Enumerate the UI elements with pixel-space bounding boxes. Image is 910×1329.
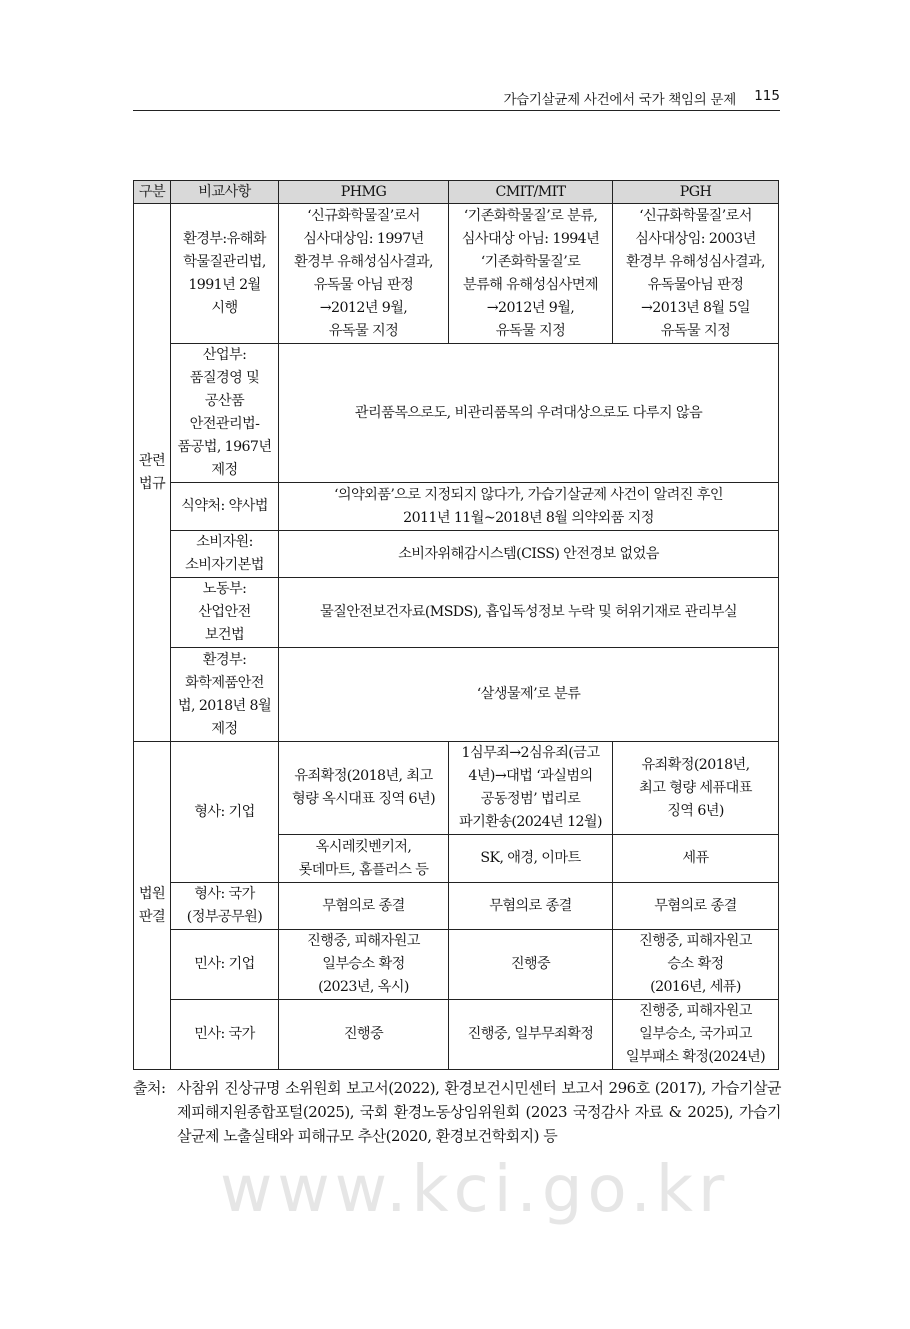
cell-merged: 소비자위해감시스템(CISS) 안전경보 없었음 (279, 531, 779, 578)
header-comparison: 비교사항 (171, 181, 279, 204)
cell-merged: ‘살생물제’로 분류 (279, 648, 779, 742)
cell-phmg: 무혐의로 종결 (279, 883, 449, 930)
source-text: 사참위 진상규명 소위원회 보고서(2022), 환경보건시민센터 보고서 296호 (2017), 가습기살균제피해지원종합포털(2025), 국회 환경노동상임위원회 (2023 국정감사 자료 & 2025), 가습기살균제 노출실태와 피해규모 추산(2020, 환경보건학회지) 등 (177, 1079, 781, 1145)
source-label: 출처: (133, 1079, 166, 1097)
table-row (134, 883, 779, 930)
table-row (134, 930, 779, 1000)
cell-cmit: 진행중 (449, 930, 613, 1000)
group-label-regulation: 관련 법규 (134, 204, 171, 742)
header-category: 구분 (134, 181, 171, 204)
cell-pgh: 무혐의로 종결 (613, 883, 779, 930)
table-row (134, 1000, 779, 1070)
cell-merged: ‘의약외품’으로 지정되지 않다가, 가습기살균제 사건이 알려진 후인 2011년 11월~2018년 8월 의약외품 지정 (279, 483, 779, 531)
cell-pgh: 진행중, 피해자원고 승소 확정 (2016년, 세퓨) (613, 930, 779, 1000)
row-item: 민사: 기업 (171, 930, 279, 1000)
row-item: 산업부: 품질경영 및 공산품 안전관리법- 품공법, 1967년 제정 (171, 344, 279, 483)
row-item: 식약처: 약사법 (171, 483, 279, 531)
cell-phmg: 유죄확정(2018년, 최고 형량 옥시대표 징역 6년) (279, 742, 449, 835)
cell-phmg: 옥시레킷벤키저, 롯데마트, 홈플러스 등 (279, 835, 449, 883)
table-row (134, 344, 779, 483)
cell-cmit: 1심무죄→2심유죄(금고 4년)→대법 ‘과실범의 공동정범’ 법리로 파기환송(2024년 12월) (449, 742, 613, 835)
running-title: 가습기살균제 사건에서 국가 책임의 문제 (503, 92, 736, 108)
row-item: 민사: 국가 (171, 1000, 279, 1070)
cell-cmit: SK, 애경, 이마트 (449, 835, 613, 883)
cell-pgh: 유죄확정(2018년, 최고 형량 세퓨대표 징역 6년) (613, 742, 779, 835)
cell-merged: 관리품목으로도, 비관리품목의 우려대상으로도 다루지 않음 (279, 344, 779, 483)
row-item: 환경부:유해화 학물질관리법, 1991년 2월 시행 (171, 204, 279, 344)
cell-phmg: ‘신규화학물질’로서 심사대상임: 1997년 환경부 유해성심사결과, 유독물 아님 판정 →2012년 9월, 유독물 지정 (279, 204, 449, 344)
table-row (134, 578, 779, 648)
row-item: 형사: 기업 (171, 742, 279, 883)
cell-pgh: ‘신규화학물질’로서 심사대상임: 2003년 환경부 유해성심사결과, 유독물아님 판정 →2013년 8월 5일 유독물 지정 (613, 204, 779, 344)
running-header (133, 84, 780, 111)
table-header-row (134, 181, 779, 204)
cell-cmit: 진행중, 일부무죄확정 (449, 1000, 613, 1070)
cell-phmg: 진행중 (279, 1000, 449, 1070)
table-row (134, 483, 779, 531)
row-item: 노동부: 산업안전 보건법 (171, 578, 279, 648)
cell-cmit: ‘기존화학물질’로 분류, 심사대상 아님: 1994년 ‘기존화학물질’로 분류해 유해성심사면제 →2012년 9월, 유독물 지정 (449, 204, 613, 344)
group-label-court: 법원 판결 (134, 742, 171, 1070)
table-row (134, 742, 779, 835)
table-row (134, 531, 779, 578)
table-row (134, 648, 779, 742)
header-pgh: PGH (613, 181, 779, 204)
row-item: 환경부: 화학제품안전 법, 2018년 8월 제정 (171, 648, 279, 742)
cell-phmg: 진행중, 피해자원고 일부승소 확정 (2023년, 옥시) (279, 930, 449, 1000)
page-number: 115 (754, 88, 780, 104)
header-cmit-mit: CMIT/MIT (449, 181, 613, 204)
table-row (134, 204, 779, 344)
cell-cmit: 무혐의로 종결 (449, 883, 613, 930)
comparison-table (133, 180, 779, 1070)
watermark: www.kci.go.kr (220, 1153, 730, 1227)
cell-pgh: 세퓨 (613, 835, 779, 883)
header-phmg: PHMG (279, 181, 449, 204)
cell-pgh: 진행중, 피해자원고 일부승소, 국가피고 일부패소 확정(2024년) (613, 1000, 779, 1070)
row-item: 형사: 국가 (정부공무원) (171, 883, 279, 930)
cell-merged: 물질안전보건자료(MSDS), 흡입독성정보 누락 및 허위기재로 관리부실 (279, 578, 779, 648)
row-item: 소비자원: 소비자기본법 (171, 531, 279, 578)
